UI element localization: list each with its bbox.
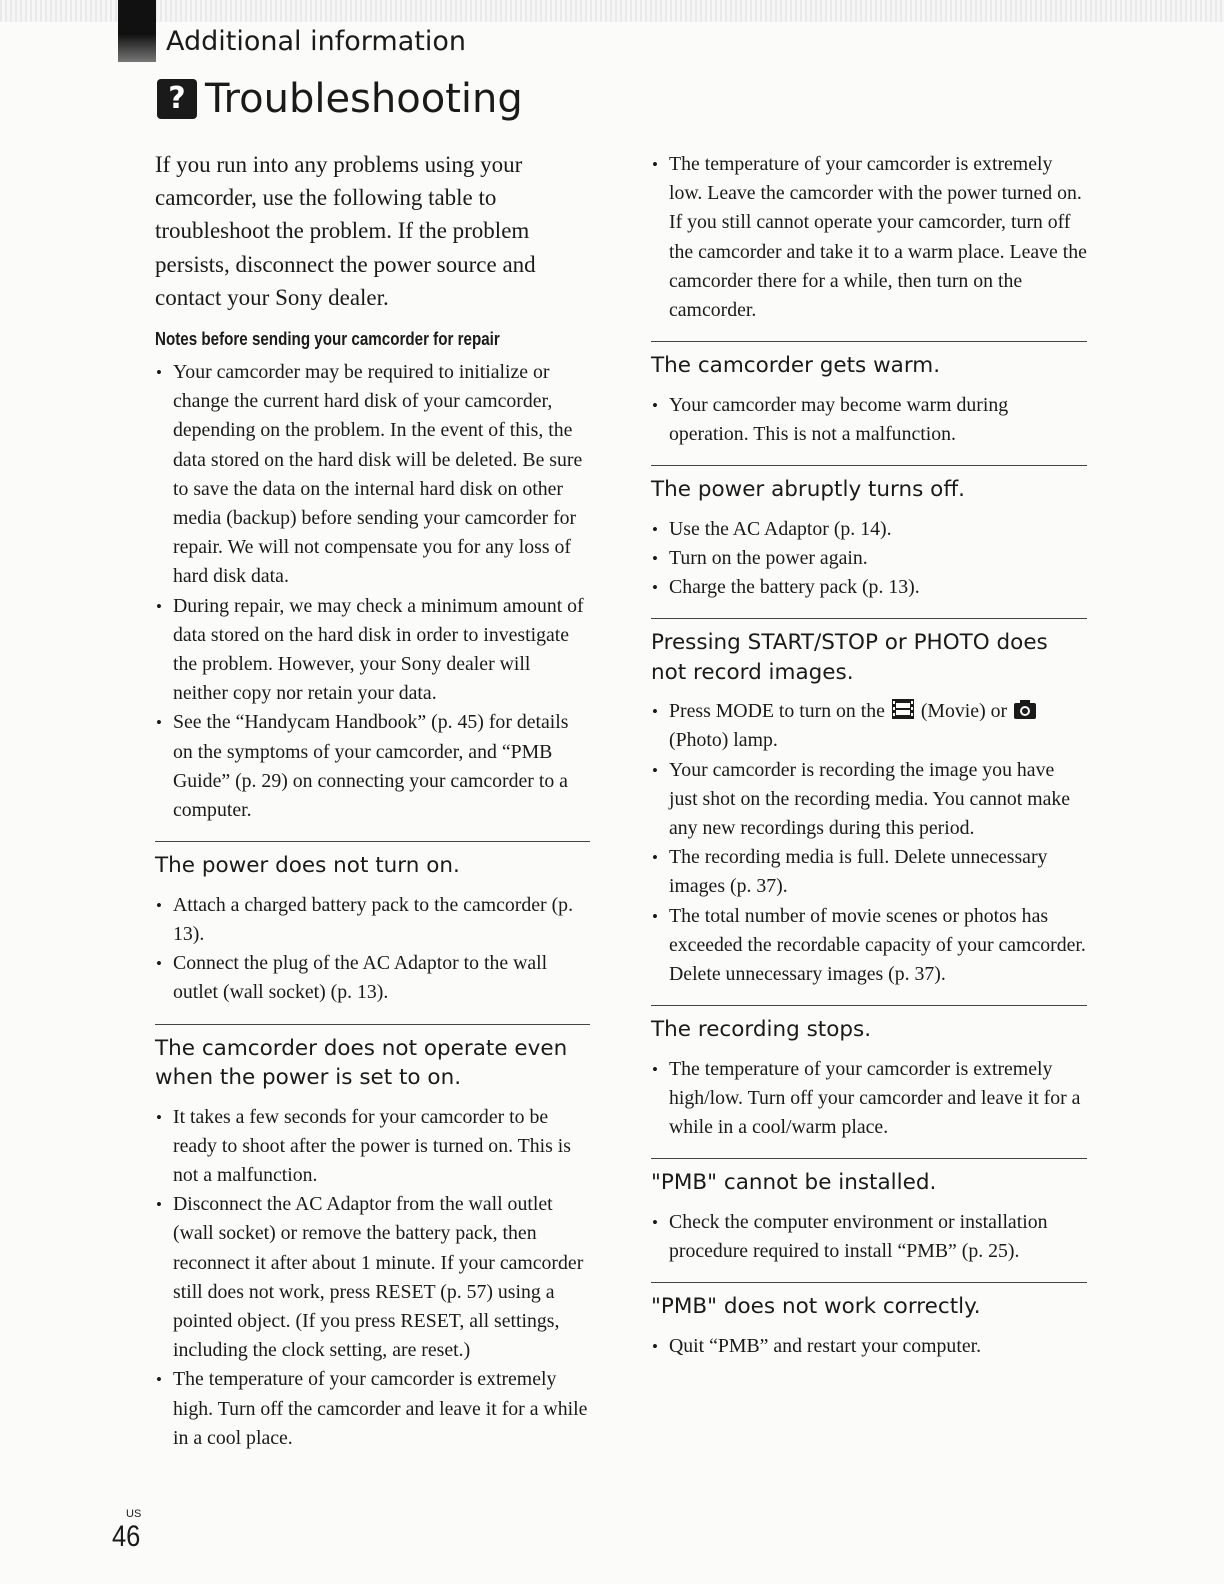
list-item: • Charge the battery pack (p. 13). (651, 573, 1087, 602)
right-column (651, 150, 1087, 1361)
list-item: • Use the AC Adaptor (p. 14). (651, 515, 1087, 544)
section-heading: Pressing START/STOP or PHOTO does not record images. (651, 630, 1048, 685)
list-item: • Your camcorder may be required to initialize or change the current hard disk of your camcorder, depending on the problem. In the event of this, the data stored on the hard disk will be deleted. Be sure to save the data on the internal hard disk on other media (backup) before sending your camcorder for repair. We will not compensate you for any loss of hard disk data. (155, 358, 590, 592)
section-heading: The camcorder gets warm. (651, 353, 941, 379)
notes-heading: Notes before sending your camcorder for repair (155, 328, 500, 350)
left-column (155, 148, 590, 1453)
notes-list (155, 358, 590, 825)
intro-paragraph: If you run into any problems using your camcorder, use the following table to troubleshoot the problem. If the problem persists, disconnect the power source and contact your Sony dealer. (155, 152, 536, 310)
list-item: • The recording media is full. Delete unnecessary images (p. 37). (651, 843, 1087, 901)
camera-icon (1014, 700, 1036, 719)
section-heading: The recording stops. (651, 1017, 872, 1043)
movie-label: (Movie) or (920, 700, 1008, 723)
section-heading: The power abruptly turns off. (651, 477, 965, 503)
bullet-list (651, 1332, 1087, 1361)
list-item: • Disconnect the AC Adaptor from the wall outlet (wall socket) or remove the battery pack, then reconnect it after about 1 minute. If your camcorder still does not work, press RESET (p. 57) using a pointed object. (If you press RESET, all settings, including the clock setting, are reset.) (155, 1190, 590, 1365)
list-item: • Connect the plug of the AC Adaptor to the wall outlet (wall socket) (p. 13). (155, 949, 590, 1007)
list-item: • Your camcorder is recording the image you have just shot on the recording media. You cannot make any new recordings during this period. (651, 756, 1087, 844)
list-item: • The temperature of your camcorder is extremely high/low. Turn off your camcorder and leave it for a while in a cool/warm place. (651, 1055, 1087, 1143)
section-gets-warm (651, 341, 1087, 449)
section-heading: "PMB" cannot be installed. (651, 1170, 937, 1196)
section-pmb-work (651, 1282, 1087, 1361)
section-heading: The power does not turn on. (155, 853, 460, 879)
list-item: • See the “Handycam Handbook” (p. 45) for details on the symptoms of your camcorder, and “PMB Guide” (p. 29) on connecting your camcorder to a computer. (155, 708, 590, 825)
list-item: • Attach a charged battery pack to the camcorder (p. 13). (155, 891, 590, 949)
section-heading: "PMB" does not work correctly. (651, 1294, 981, 1320)
list-item: • The temperature of your camcorder is extremely high. Turn off the camcorder and leave it for a while in a cool place. (155, 1365, 590, 1453)
bullet-list (651, 1055, 1087, 1143)
bullet-list (651, 515, 1087, 603)
list-item: • The temperature of your camcorder is extremely low. Leave the camcorder with the power turned on. If you still cannot operate your camcorder, turn off the camcorder and take it to a warm place. Leave the camcorder there for a while, then turn on the camcorder. (651, 150, 1087, 325)
title-row (157, 76, 523, 122)
bullet-list (155, 1103, 590, 1453)
bullet-list (651, 391, 1087, 449)
section-not-operate (155, 1024, 590, 1453)
list-item (651, 697, 1087, 755)
section-label: Additional information (166, 26, 466, 57)
list-item: • The total number of movie scenes or photos has exceeded the recordable capacity of your camcorder. Delete unnecessary images (p. 37). (651, 902, 1087, 990)
section-power-off (651, 465, 1087, 602)
section-no-record (651, 618, 1087, 989)
list-item: • Turn on the power again. (651, 544, 1087, 573)
question-icon: ? (157, 79, 197, 119)
top-band (0, 0, 1224, 22)
movie-icon (892, 699, 914, 719)
list-item: • Quit “PMB” and restart your computer. (651, 1332, 1087, 1361)
list-item: • Check the computer environment or installation procedure required to install “PMB” (p. 25). (651, 1208, 1087, 1266)
section-heading: The camcorder does not operate even when the power is set to on. (155, 1035, 568, 1091)
section-recording-stops (651, 1005, 1087, 1142)
photo-label: (Photo) lamp. (669, 729, 778, 752)
region-code: US (126, 1508, 142, 1520)
list-item: • It takes a few seconds for your camcorder to be ready to shoot after the power is turned on. This is not a malfunction. (155, 1103, 590, 1191)
page-number (112, 1508, 145, 1554)
bullet-list (651, 1208, 1087, 1266)
bullet-list (651, 697, 1087, 989)
page-title: Troubleshooting (205, 76, 523, 122)
bullet-list (155, 891, 590, 1008)
list-item: • During repair, we may check a minimum amount of data stored on the hard disk in order to investigate the problem. However, your Sony dealer will neither copy nor retain your data. (155, 592, 590, 709)
page-number-value: 46 (112, 1520, 141, 1553)
section-pmb-install (651, 1158, 1087, 1266)
bullet-list (651, 150, 1087, 325)
mode-text: Press MODE to turn on the (669, 700, 885, 723)
section-power-not-on (155, 841, 590, 1007)
section-marker (118, 0, 156, 62)
list-item: • Your camcorder may become warm during operation. This is not a malfunction. (651, 391, 1087, 449)
